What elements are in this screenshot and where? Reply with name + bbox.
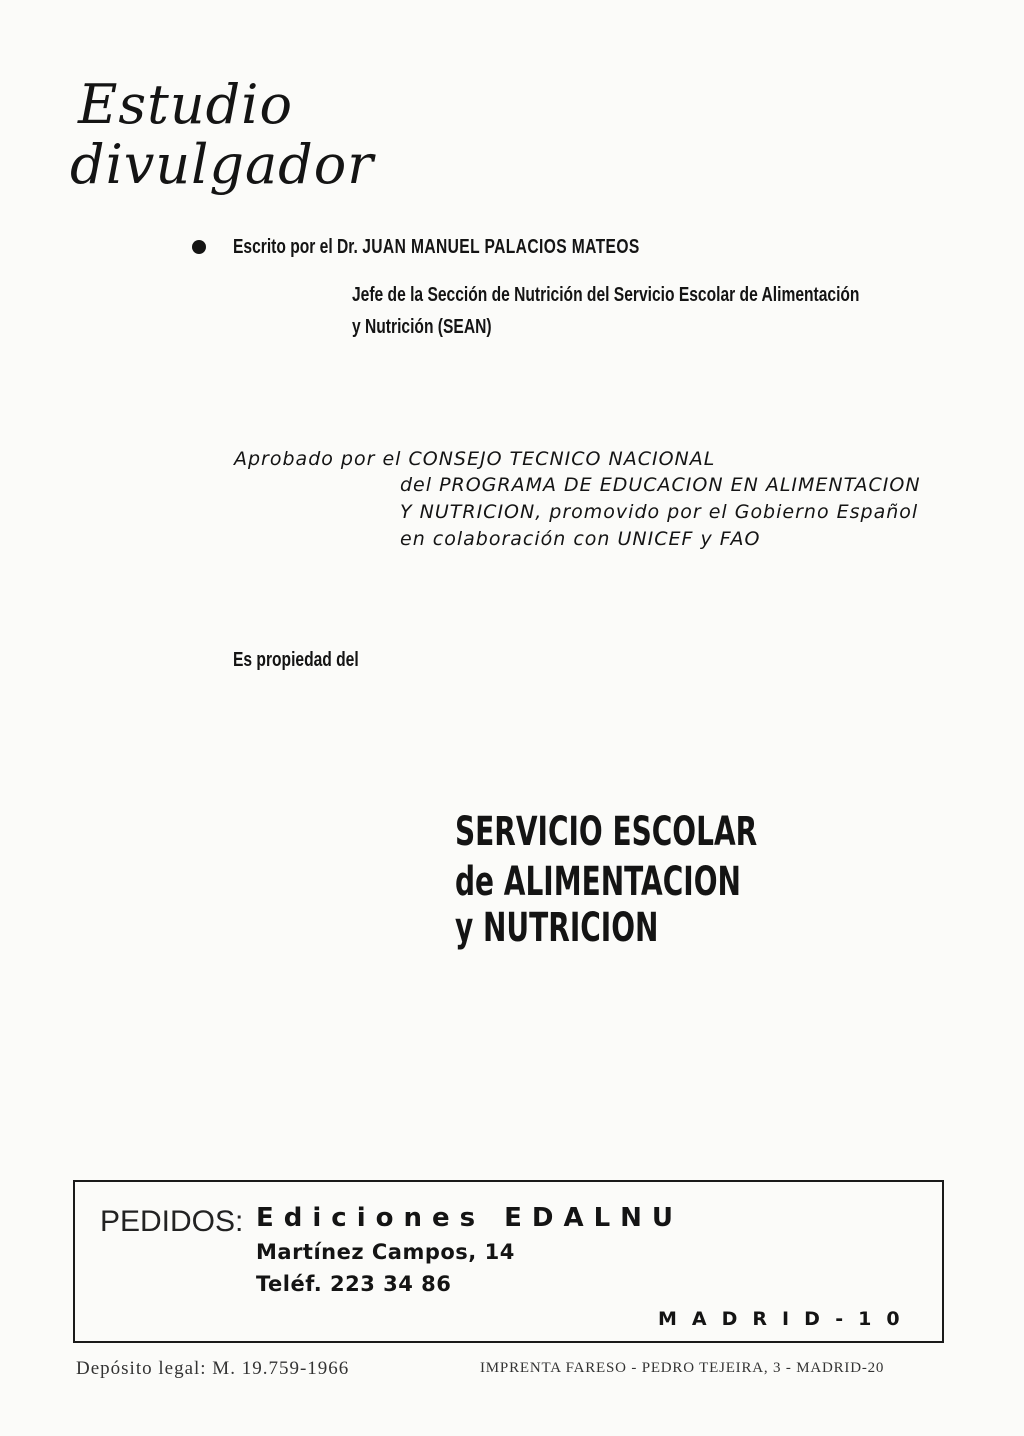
title-line-1: Estudio <box>78 73 293 136</box>
legal-deposit: Depósito legal: M. 19.759-1966 <box>76 1358 350 1379</box>
author-role-line-1: Jefe de la Sección de Nutrición del Servicio Escolar de Alimentación <box>352 284 860 306</box>
publisher-phone: Teléf. 223 34 86 <box>256 1272 452 1296</box>
organization-line-3: y NUTRICION <box>455 905 659 951</box>
approval-line-1: Aprobado por el CONSEJO TECNICO NACIONAL <box>234 448 716 470</box>
title-line-2: divulgador <box>70 133 375 196</box>
approval-line-3: Y NUTRICION, promovido por el Gobierno Español <box>400 501 919 523</box>
approval-line-4: en colaboración con UNICEF y FAO <box>400 528 761 550</box>
organization-line-2: de ALIMENTACION <box>455 859 741 905</box>
approval-line-2: del PROGRAMA DE EDUCACION EN ALIMENTACION <box>400 474 921 496</box>
property-label: Es propiedad del <box>233 649 359 671</box>
author-role-line-2: y Nutrición (SEAN) <box>352 316 492 338</box>
publisher-city: MADRID-10 <box>658 1308 915 1330</box>
author-prefix: Escrito por el Dr. <box>233 236 358 258</box>
printer-credit: IMPRENTA FARESO - PEDRO TEJEIRA, 3 - MADRID-20 <box>480 1360 885 1376</box>
author-name: JUAN MANUEL PALACIOS MATEOS <box>362 236 640 258</box>
publisher-name: Ediciones EDALNU <box>256 1203 684 1233</box>
publisher-street: Martínez Campos, 14 <box>256 1240 515 1264</box>
orders-label: PEDIDOS: <box>100 1205 244 1238</box>
author-line <box>233 236 640 259</box>
organization-line-1: SERVICIO ESCOLAR <box>455 809 758 855</box>
bullet-icon <box>192 240 206 254</box>
